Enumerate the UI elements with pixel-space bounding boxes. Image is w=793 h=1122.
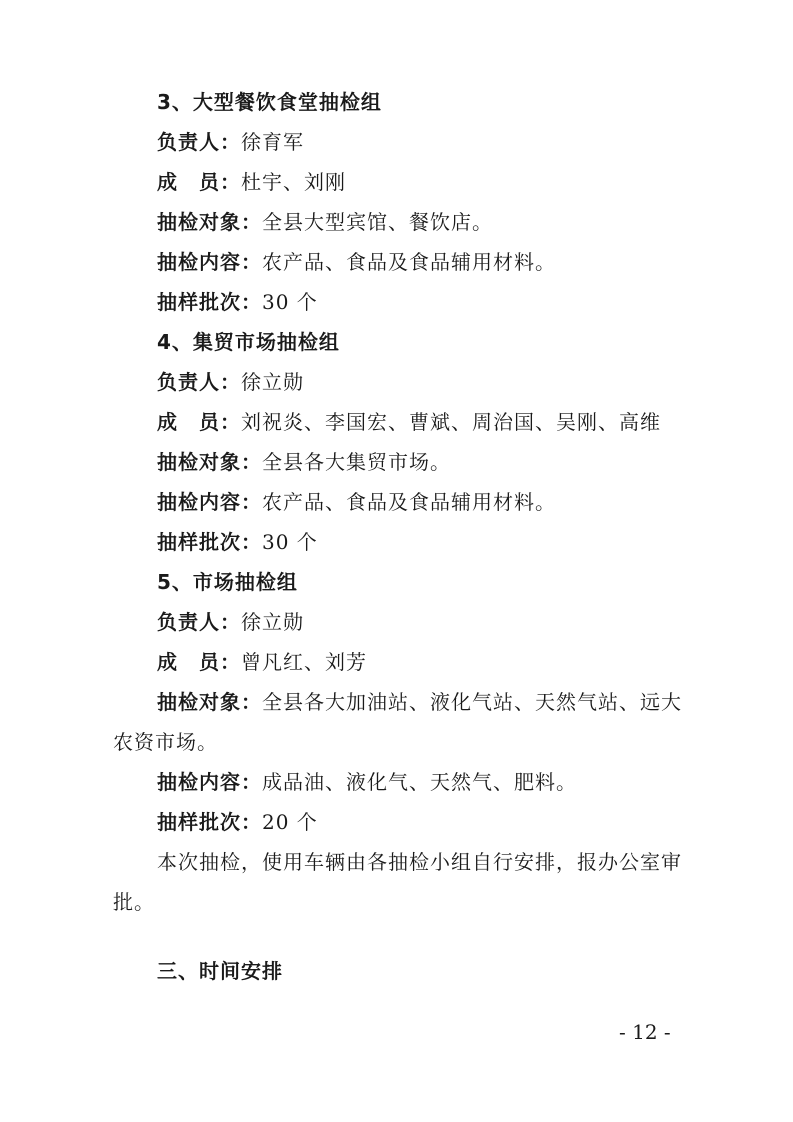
members-label: 成 员： xyxy=(157,650,241,674)
target-label: 抽检对象： xyxy=(157,690,262,714)
group-4-batch xyxy=(157,528,318,556)
content-label: 抽检内容： xyxy=(157,770,262,794)
target-value: 全县各大集贸市场。 xyxy=(262,450,451,474)
group-4-target xyxy=(157,448,451,476)
group-4-content xyxy=(157,488,556,516)
target-value: 全县各大加油站、液化气站、天然气站、远大 xyxy=(262,690,682,714)
target-label: 抽检对象： xyxy=(157,450,262,474)
members-value: 杜宇、刘刚 xyxy=(241,170,346,194)
group-4-leader xyxy=(157,368,304,396)
group-3-content xyxy=(157,248,556,276)
group-4-heading: 4、集贸市场抽检组 xyxy=(157,330,340,354)
vehicle-note: 本次抽检，使用车辆由各抽检小组自行安排，报办公室审 xyxy=(157,850,682,874)
batch-label: 抽样批次： xyxy=(157,810,262,834)
vehicle-note-continuation: 批。 xyxy=(113,890,155,914)
leader-label: 负责人： xyxy=(157,610,241,634)
group-5-content xyxy=(157,768,577,796)
members-value: 刘祝炎、李国宏、曹斌、周治国、吴刚、高维 xyxy=(241,410,661,434)
group-5-members xyxy=(157,648,367,676)
group-5-batch xyxy=(157,808,318,836)
content-value: 成品油、液化气、天然气、肥料。 xyxy=(262,770,577,794)
group-5-heading: 5、市场抽检组 xyxy=(157,570,298,594)
target-value: 全县大型宾馆、餐饮店。 xyxy=(262,210,493,234)
leader-value: 徐育军 xyxy=(241,130,304,154)
members-label: 成 员： xyxy=(157,170,241,194)
batch-label: 抽样批次： xyxy=(157,290,262,314)
group-3-target xyxy=(157,208,493,236)
group-3-members xyxy=(157,168,346,196)
members-label: 成 员： xyxy=(157,410,241,434)
members-value: 曾凡红、刘芳 xyxy=(241,650,367,674)
batch-label: 抽样批次： xyxy=(157,530,262,554)
leader-label: 负责人： xyxy=(157,370,241,394)
section-heading: 三、时间安排 xyxy=(157,959,283,983)
leader-value: 徐立勋 xyxy=(241,370,304,394)
group-3-batch xyxy=(157,288,318,316)
page-number: - 12 - xyxy=(619,1020,671,1044)
batch-value: 30 个 xyxy=(262,530,318,554)
target-label: 抽检对象： xyxy=(157,210,262,234)
batch-value: 20 个 xyxy=(262,810,318,834)
content-label: 抽检内容： xyxy=(157,490,262,514)
group-3-leader xyxy=(157,128,304,156)
leader-label: 负责人： xyxy=(157,130,241,154)
group-3-heading: 3、大型餐饮食堂抽检组 xyxy=(157,90,382,114)
content-label: 抽检内容： xyxy=(157,250,262,274)
group-5-leader xyxy=(157,608,304,636)
group-5-target xyxy=(157,688,682,716)
leader-value: 徐立勋 xyxy=(241,610,304,634)
group-5-target-continuation: 农资市场。 xyxy=(113,730,218,754)
group-4-members xyxy=(157,408,661,436)
content-value: 农产品、食品及食品辅用材料。 xyxy=(262,490,556,514)
batch-value: 30 个 xyxy=(262,290,318,314)
content-value: 农产品、食品及食品辅用材料。 xyxy=(262,250,556,274)
